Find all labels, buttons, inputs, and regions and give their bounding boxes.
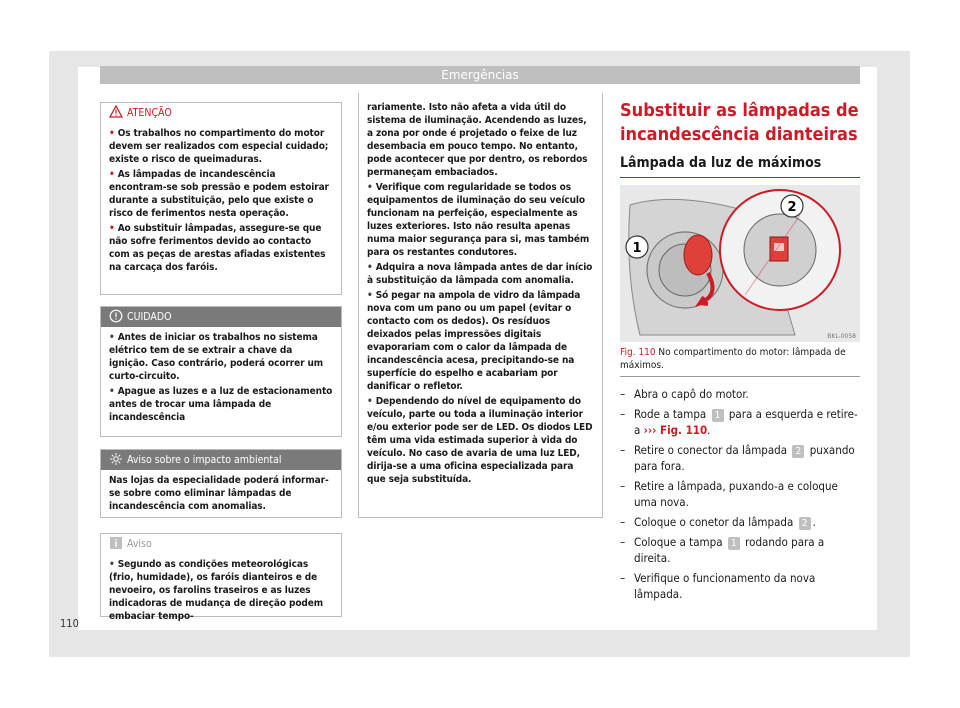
subtitle-rule	[620, 177, 860, 178]
environment-box	[100, 449, 342, 518]
section-title: Substituir as lâmpadas de incandescência dianteiras	[620, 100, 859, 145]
notice-box	[100, 533, 342, 622]
callout-2: 2	[787, 200, 797, 215]
environment-text: Nas lojas da especialidade poderá informar-se sobre como eliminar lâmpadas de incandescência com anomalias.	[109, 475, 329, 512]
notice-header	[101, 534, 341, 554]
callout-1: 1	[632, 241, 642, 256]
notice-title: Aviso	[127, 538, 152, 550]
warning-item: • As lâmpadas de incandescência encontram-se sob pressão e podem estoirar durante a substituição, pelo que existe o risco de ferimentos nesta operação.	[109, 169, 329, 219]
step-item: – Coloque a tampa 1 rodando para a direita.	[620, 535, 825, 565]
figure-link[interactable]: ››› Fig. 110	[643, 423, 708, 437]
figure-caption-text: No compartimento do motor: lâmpada de máximos.	[620, 347, 846, 371]
environment-header	[101, 450, 341, 470]
step-item: – Coloque o conetor da lâmpada 2 .	[620, 515, 816, 529]
notice-item: • Segundo as condições meteorológicas (frio, humidade), os faróis dianteiros e de nevoeiro, os farolins traseiros e as luzes indicadoras de mudança de direção podem embaciar tempo-	[109, 559, 324, 622]
warning-body	[101, 123, 341, 282]
figure-code: BKL-0058	[827, 333, 856, 340]
step-item: – Abra o capô do motor.	[620, 387, 749, 401]
section-header: Emergências	[100, 66, 860, 84]
page-number: 110	[60, 617, 79, 630]
leaf-recycle-icon	[109, 452, 123, 473]
step-item: – Retire o conector da lâmpada 2 puxando para fora.	[620, 443, 855, 473]
notice-continuation-body	[359, 93, 602, 494]
environment-title: Aviso sobre o impacto ambiental	[127, 454, 282, 466]
steps-list	[620, 386, 860, 606]
callout-ref-2: 2	[792, 445, 804, 458]
step-item: – Rode a tampa 1 para a esquerda e retire-a ››› Fig. 110.	[620, 407, 858, 437]
warning-title: ATENÇÃO	[127, 107, 172, 119]
exclamation-circle-icon	[109, 309, 123, 330]
caution-body	[101, 327, 341, 432]
headlight-figure	[620, 185, 860, 342]
notice-item: • Verifique com regularidade se todos os equipamentos de iluminação do seu veículo funcionam na perfeição, especialmente as luzes exteriores. Isto não resulta apenas numa maior segurança para si, mas também para os restantes condutores.	[367, 182, 590, 258]
warning-box	[100, 102, 342, 295]
caution-box	[100, 306, 342, 437]
notice-item: • Dependendo do nível de equipamento do veículo, parte ou toda a iluminação interior e/ou exterior pode ser de LED. Os diodos LED têm uma vida estimada superior à vida do veículo. No caso de avaria de uma luz LED, dirija-se a uma oficina especializada para que seja substituída.	[367, 396, 593, 485]
warning-header	[101, 103, 341, 123]
caution-title: CUIDADO	[127, 311, 172, 323]
notice-continuation-box	[358, 93, 603, 518]
notice-continuation-text: rariamente. Isto não afeta a vida útil do sistema de iluminação. Acendendo as luzes, a zona por onde é projetado o feixe de luz desembacia em pouco tempo. No entanto, pode acontecer que por dentro, os rebordos permaneçam embaciados.	[367, 102, 588, 178]
warning-item: • Ao substituir lâmpadas, assegure-se que não sofre ferimentos devido ao contacto com as peças de arestas afiadas existentes na carcaça dos faróis.	[109, 223, 326, 273]
notice-item: • Adquira a nova lâmpada antes de dar início à substituição da lâmpada com anomalia.	[367, 262, 593, 286]
callout-ref-2: 2	[799, 517, 811, 530]
environment-body	[101, 470, 341, 521]
figure-caption	[620, 346, 860, 372]
callout-ref-1: 1	[712, 409, 724, 422]
caption-rule	[620, 376, 860, 377]
notice-item: • Só pegar na ampola de vidro da lâmpada nova com um pano ou um papel (evitar o contacto com os dedos). Os resíduos deixados pelas impressões digitais evaporariam com o calor da lâmpada de incandescência acesa, precipitando-se na superfície do espelho e acabariam por danificar o refletor.	[367, 290, 581, 392]
warning-triangle-icon	[109, 105, 123, 125]
caution-item: • Antes de iniciar os trabalhos no sistema elétrico tem de se extrair a chave da ignição. Caso contrário, poderá ocorrer um curto-circuito.	[109, 332, 324, 382]
headlight-illustration	[620, 185, 860, 342]
step-item: – Verifique o funcionamento da nova lâmpada.	[620, 571, 816, 601]
section-subtitle: Lâmpada da luz de máximos	[620, 155, 822, 171]
figure-label: Fig. 110	[620, 347, 656, 358]
callout-ref-1: 1	[728, 537, 740, 550]
info-icon	[109, 536, 123, 557]
caution-item: • Apague as luzes e a luz de estacionamento antes de trocar uma lâmpada de incandescência	[109, 386, 333, 423]
warning-item: • Os trabalhos no compartimento do motor devem ser realizados com especial cuidado; existe o risco de queimaduras.	[109, 128, 329, 165]
caution-header	[101, 307, 341, 327]
step-item: – Retire a lâmpada, puxando-a e coloque uma nova.	[620, 479, 838, 509]
notice-body	[101, 554, 341, 631]
